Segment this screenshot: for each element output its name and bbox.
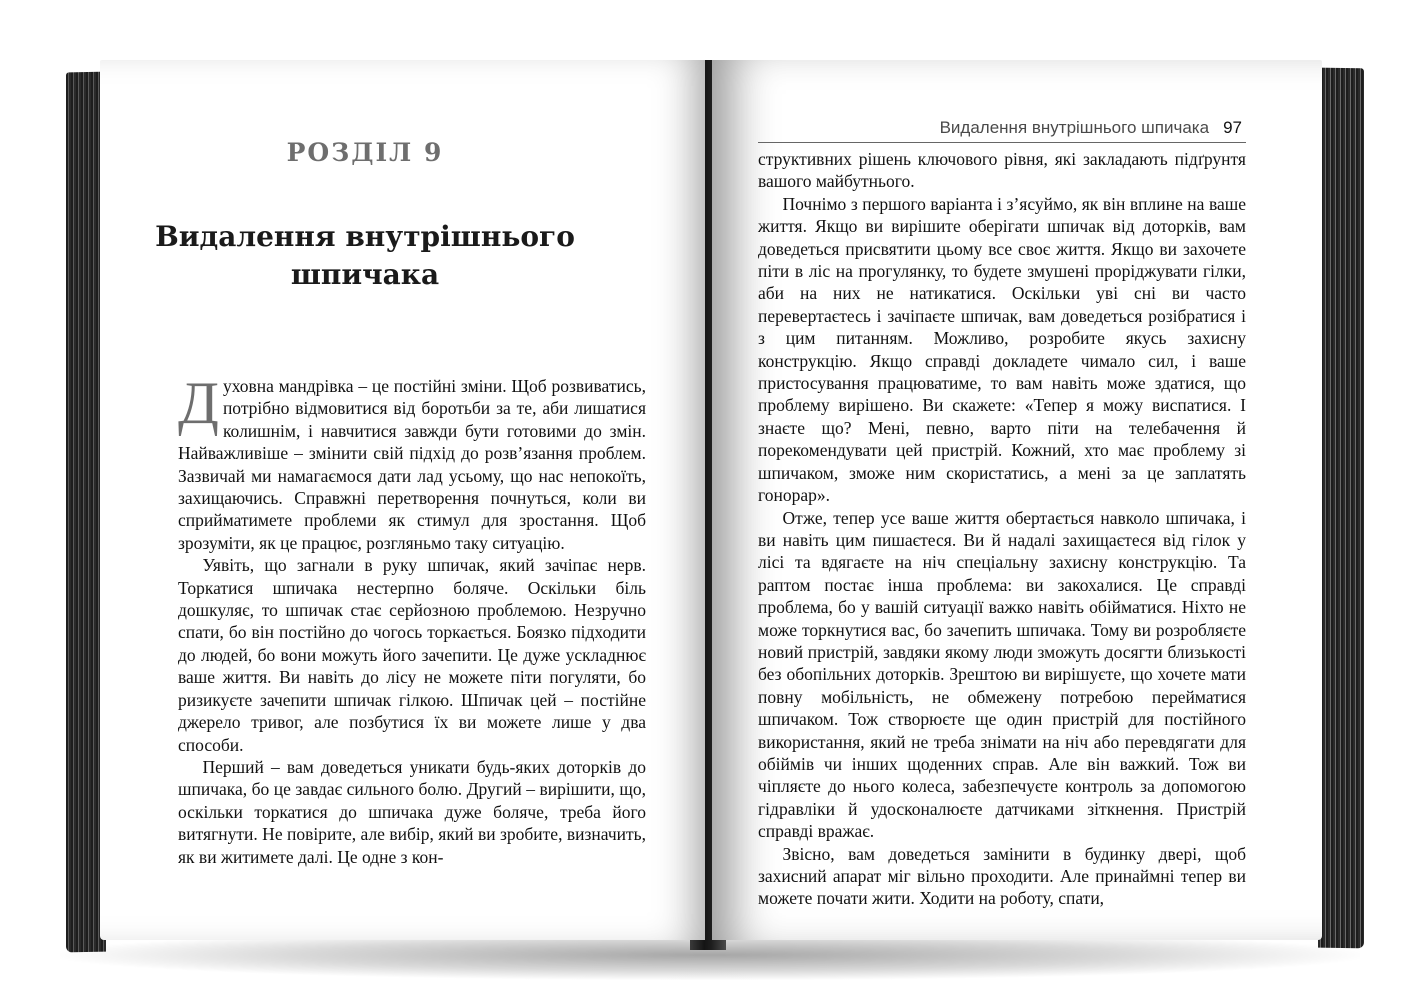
paragraph: Почнімо з першого варіанта і з’ясуймо, як він вплине на ваше життя. Якщо ви вирішите оберігати шпичак від доторків, вам доведеться присвятити цьому все своє життя. Якщо ви захочете піти в ліс на прогулянку, то будете змушені проріджувати гілки, аби на них не натикатися. Оскільки уві сні ви часто перевертаєтесь і зачіпаєте шпичак, вам доведеться розібратися і з цим питанням. Можливо, розробите якусь захисну конструкцію. Якщо справді докладете чимало сил, і ваше пристосування працюватиме, то вам навіть може здатися, що проблему вирішено. Ви скажете: «Тепер я можу виспатися. І знаєте що? Мені, певно, варто піти на телебачення й порекомендувати цей пристрій. Кожний, хто має проблему зі шпичаком, зможе ним скористатись, а мені за це заплатять гонорар».	[758, 193, 1246, 506]
header-rule	[758, 142, 1246, 143]
chapter-number: РОЗДІЛ 9	[286, 138, 444, 167]
chapter-title: Видалення внутрішнього шпичака	[155, 220, 575, 291]
page-number: 97	[1223, 118, 1242, 137]
paragraph: Уявіть, що загнали в руку шпичак, який зачіпає нерв. Торкатися шпичака нестерпно боляче. Оскільки біль дошкуляє, то шпичак стає серйозною проблемою. Незручно спати, бо він постійно до чогось торкається. Боязко підходити до людей, бо вони можуть його зачепити. Це дуже ускладнює ваше життя. Ви навіть до лісу не можете піти погуляти, бо ризикуєте зачепити шпичак гілкою. Шпичак цей – постійне джерело тривог, але позбутися їх ви можете лише у два способи.	[178, 555, 646, 755]
left-page-body	[178, 370, 646, 868]
running-head	[902, 118, 1242, 138]
right-page	[712, 60, 1322, 940]
paragraph-text: уховна мандрівка – це постійні зміни. Щоб розвиватись, потрібно відмовитися від боротьби за те, аби лишатися колишнім, і навчитися завжди бути готовими до змін. Найважливіше – змінити свій підхід до розв’язання проблем. Зазвичай ми намагаємося дати лад усьому, що нас непокоїть, захищаючись. Справжні перетворення почнуться, коли ви сприйматимете проблеми як стимул для зростання. Щоб зрозуміти, як це працює, розгляньмо таку ситуацію.	[178, 376, 646, 553]
paragraph: Отже, тепер усе ваше життя обертається навколо шпичака, і ви навіть цим пишаєтеся. Ви й надалі захищаєтеся від гілок у лісі та вдягаєте на ніч спеціальну захисну конструкцію. Та раптом постає інша проблема: ви закохалися. Це справді проблема, бо у вашій ситуації важко навіть обійматися. Ніхто не може торкнутися вас, бо зачепить шпичака. Тому ви розробляєте новий пристрій, завдяки якому люди зможуть досягти близькості без обопільних доторків. Зрештою ви вирішуєте, що хочете мати повну мобільність, не обмежену потребою перейматися шпичаком. Тож створюєте ще один пристрій для постійного використання, який не треба знімати на ніч або перевдягати для обіймів чи інших щоденних справ. Але він важкий. Тож ви чіпляєте до нього колеса, забезпечуєте контроль за допомогою гідравліки й удосконалюєте датчиками зіткнення. Пристрій справді вражає.	[758, 507, 1246, 842]
drop-cap: Д	[178, 370, 219, 436]
paragraph: Перший – вам доведеться уникати будь-яких доторків до шпичака, бо це завдає сильного болю. Другий – вирішити, що, оскільки торкатися до шпичака дуже боляче, треба його витягнути. Не повірите, але вибір, який ви зробите, визначить, як ви житимете далі. Це одне з кон-	[178, 756, 646, 867]
right-page-body	[758, 148, 1246, 910]
right-page-edges	[1318, 68, 1364, 949]
paragraph: структивних рішень ключового рівня, які закладають підґрунтя вашого майбутнього.	[758, 149, 1246, 192]
paragraph	[178, 370, 646, 554]
paragraph: Звісно, вам доведеться замінити в будинку двері, щоб захисний апарат міг вільно проходити. Але принаймні тепер ви можете почати жити. Ходити на роботу, спати,	[758, 843, 1246, 909]
running-title: Видалення внутрішнього шпичака	[939, 118, 1210, 137]
left-page	[100, 60, 705, 940]
